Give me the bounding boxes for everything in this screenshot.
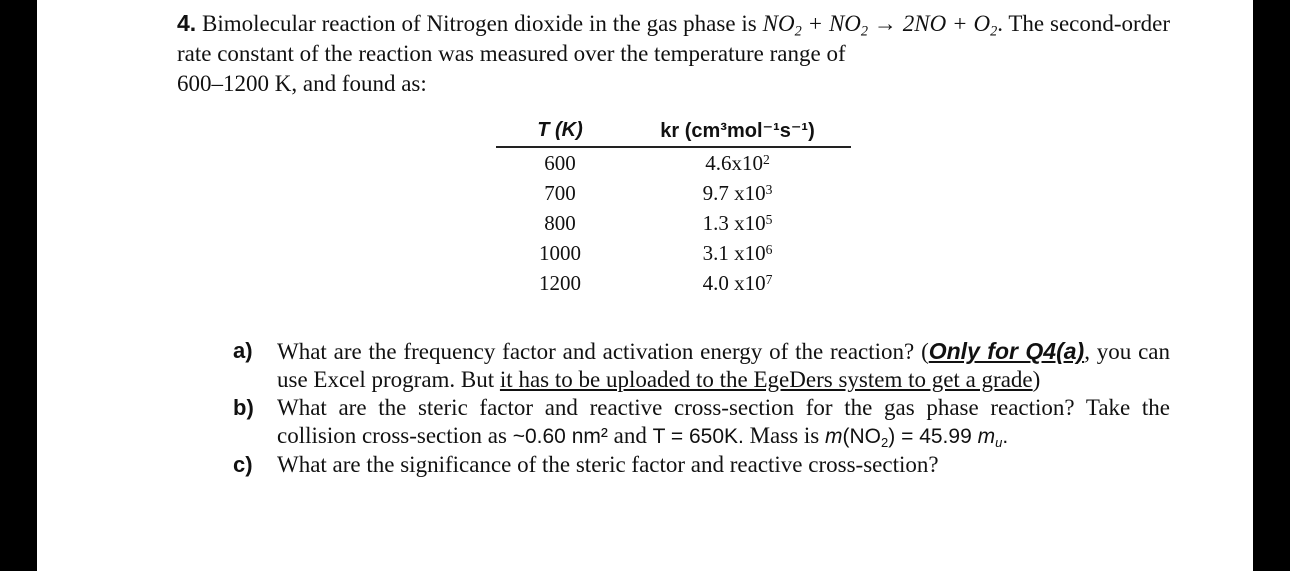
- cell-rate-constant: 4.0 $x10^7$: [702, 270, 773, 295]
- table-row: [496, 178, 851, 208]
- table-body: [496, 147, 851, 298]
- question-parts: [233, 337, 1170, 479]
- cell-rate-constant: 3.1 $x10^6$: [702, 240, 773, 265]
- col-header-rate-constant: kr (cm³mol⁻¹s⁻¹): [624, 116, 851, 147]
- part-b: b) What are the steric factor and reactive cross-section for the gas phase reaction? Take the collision cross-section as ~0.60 nm² and T = 650K. Mass is $m(NO_2) = 45.99$ $m_u$.: [233, 395, 1170, 450]
- cell-temperature: 800: [544, 210, 576, 235]
- part-a-emphasis: Only for Q4(a): [928, 338, 1085, 364]
- table-row: [496, 208, 851, 238]
- part-b-label: b): [233, 395, 254, 420]
- question-intro: [177, 8, 1170, 99]
- cell-temperature: 1000: [539, 240, 581, 265]
- cell-rate-constant: 9.7 $x10^3$: [702, 180, 773, 205]
- mass-value: $m(NO_2) = 45.99$ $m_u$.: [825, 425, 1009, 450]
- question-number: 4.: [177, 10, 197, 36]
- table-row: [496, 268, 851, 298]
- cell-rate-constant: 1.3 $x10^5$: [702, 210, 773, 235]
- intro-last: 600–1200 K, and found as:: [177, 71, 427, 96]
- cell-temperature: 700: [544, 180, 576, 205]
- collision-cross-section: ~0.60 nm²: [512, 425, 608, 448]
- cell-temperature: 600: [544, 150, 576, 175]
- document-page: [37, 0, 1253, 571]
- part-a-label: a): [233, 338, 253, 363]
- part-a-upload-note: it has to be uploaded to the EgeDers system to get a grade: [499, 367, 1033, 392]
- intro-text: Bimolecular reaction of Nitrogen dioxide in the gas phase is: [202, 11, 757, 36]
- reaction-equation: $NO_2 + NO_2 \to 2NO + O_2$: [762, 11, 998, 40]
- part-c: c) What are the significance of the steric factor and reactive cross-section?: [233, 452, 939, 477]
- rate-constant-table: [496, 116, 851, 298]
- cell-temperature: 1200: [539, 270, 581, 295]
- temperature-value: T = 650K.: [652, 425, 744, 448]
- part-c-label: c): [233, 452, 253, 477]
- col-header-temperature: T (K): [496, 116, 624, 147]
- table-row: [496, 238, 851, 268]
- cell-rate-constant: $4.6x10^2$: [705, 150, 770, 175]
- intro-after-eq: . The second-order rate constant of the reaction was measured over the temperature range of: [177, 11, 1171, 66]
- table-row: [496, 147, 851, 178]
- part-a: a) What are the frequency factor and activation energy of the reaction? (Only for Q4(a), you can use Excel program. But it has to be uploaded to the EgeDers system to get a grade): [233, 338, 1171, 392]
